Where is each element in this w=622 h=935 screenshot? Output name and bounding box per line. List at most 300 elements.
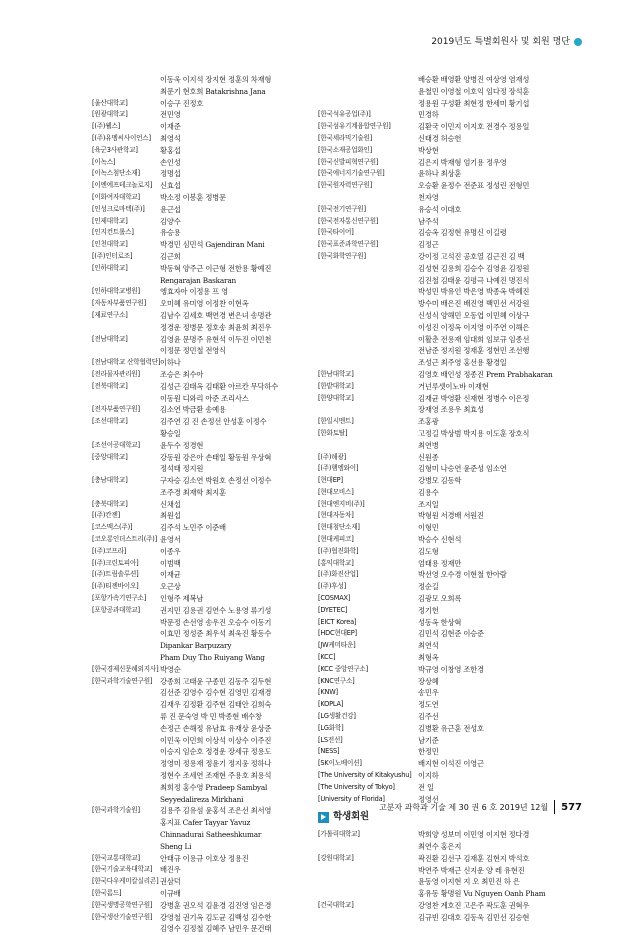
member-names-line: 이재준 — [160, 122, 181, 132]
member-entry — [92, 227, 320, 239]
member-names-line: 오미혜 유미영 이정찬 이현옥 — [160, 299, 249, 309]
member-names-line: 박규영 이창영 조한경 — [418, 664, 484, 674]
organization-name: [한국기술교육대학교] — [92, 865, 153, 874]
member-entry — [92, 876, 320, 888]
member-names-line: 구자승 김소연 박원호 손정선 이정수 — [160, 476, 272, 486]
member-names — [418, 664, 558, 676]
organization-name: [인제대학교] — [92, 216, 128, 225]
organization-name: [한양대학교] — [318, 393, 354, 402]
member-names — [160, 133, 320, 145]
member-names-line: 박경민 심민석 Gajendiran Mani — [160, 240, 265, 250]
member-entry — [318, 452, 558, 464]
member-names — [160, 357, 320, 369]
member-names-line: 윤근섭 — [160, 204, 181, 214]
member-names-line: 신채섭 — [160, 499, 181, 509]
member-names-line: 황홍섭 — [160, 145, 181, 155]
member-names-line: 배승환 배영환 양병진 여상영 염재성 — [418, 75, 530, 84]
organization-name: [한국원자력연구원] — [318, 181, 373, 190]
member-entry — [92, 298, 320, 310]
member-entry — [318, 664, 558, 676]
organization-name: [JW케미타운] — [318, 641, 356, 650]
member-names-line: 정기헌 — [418, 605, 439, 615]
member-entry — [318, 416, 558, 428]
member-entry — [92, 109, 320, 121]
member-names-line: 이재균 — [160, 570, 181, 580]
section-title: 학생회원 — [333, 811, 369, 823]
member-names-line: 이정문 정민철 전영식 — [160, 346, 226, 356]
member-entry — [92, 888, 320, 900]
organization-name: [자동차부품연구원] — [92, 299, 147, 308]
member-names — [160, 168, 320, 180]
member-names-line: 이형민 — [418, 523, 439, 533]
member-names-line: 최원섭 — [160, 511, 181, 521]
member-names-line: 김주선 — [418, 712, 439, 722]
member-entry — [318, 711, 558, 723]
organization-name: [이녹스] — [92, 157, 116, 166]
member-names — [160, 876, 320, 888]
member-names-line: 김근희 — [160, 251, 181, 261]
member-names-line: 유승용 — [160, 228, 181, 238]
organization-name: [한국과학기술연구원] — [92, 676, 153, 685]
member-names-line: 김민석 김현준 이승준 — [418, 629, 484, 639]
organization-name: [한일시멘트] — [318, 417, 354, 426]
member-names — [418, 121, 558, 133]
member-names — [160, 227, 320, 239]
organization-name: [한국세라믹기술원] — [318, 133, 373, 142]
member-entry — [92, 475, 320, 499]
member-names — [418, 758, 558, 770]
organization-name — [318, 74, 418, 109]
member-names-line: 김선준 김영수 김수현 김영민 김재경 — [160, 688, 272, 698]
member-names — [418, 227, 558, 239]
member-names-line: 장상혜 — [418, 676, 439, 686]
organization-name: [인천대학교] — [92, 240, 128, 249]
member-entry — [92, 74, 320, 98]
member-names — [418, 853, 558, 900]
section-arrow-icon — [318, 812, 329, 823]
member-names — [418, 534, 558, 546]
member-names — [418, 416, 558, 428]
organization-name: [한남대학교] — [318, 369, 354, 378]
right-column — [318, 74, 558, 924]
organization-name: [조선이공대학교] — [92, 440, 140, 449]
member-entry — [318, 510, 558, 522]
member-names-line: 김양수 — [160, 216, 181, 226]
member-names-line: 최희정 홍수영 Pradeep Sambyal — [160, 782, 268, 792]
member-names-line: 정영선 — [418, 794, 439, 804]
member-names-line: 안태규 이용규 이호상 정용진 — [160, 853, 249, 863]
member-names — [418, 168, 558, 180]
member-entry — [318, 121, 558, 133]
member-entry — [92, 676, 320, 806]
member-names-line: 김영호 배인성 정종진 Prem Prabhakaran — [418, 369, 553, 379]
organization-name: [한국석유공업(주)] — [318, 110, 371, 119]
member-entry — [92, 440, 320, 452]
member-names — [160, 805, 320, 852]
member-names-line: 엥효자아 이정용 프 영 — [160, 287, 228, 297]
member-names-line: 윤철민 이영철 이호익 임다정 장석훈 — [418, 86, 530, 96]
member-names — [418, 393, 558, 417]
member-names-line: 이하나 — [160, 358, 181, 368]
member-names-line: 송민우 — [418, 688, 439, 698]
member-entry — [92, 263, 320, 287]
member-names — [160, 157, 320, 169]
member-entry — [318, 735, 558, 747]
member-names-line: 김영윤 문명주 유현석 이두진 이민천 — [160, 334, 272, 344]
member-names-line: 김재균 박영환 신재현 정병수 이은정 — [418, 393, 530, 403]
member-names — [418, 133, 558, 145]
member-names-line: Sheng Li — [160, 841, 192, 851]
organization-name: [코오롱인더스트리(주)] — [92, 535, 158, 544]
organization-name: [포항가속기연구소] — [92, 594, 147, 603]
member-entry — [92, 534, 320, 546]
member-names — [418, 428, 558, 452]
organization-name: [이엔에프테크놀로지] — [92, 181, 153, 190]
organization-name: [재료연구소] — [92, 310, 128, 319]
organization-name: [육군3사관학교] — [92, 145, 138, 154]
member-names-line: 정석태 정지원 — [160, 464, 204, 474]
member-entry — [92, 864, 320, 876]
member-entry — [92, 569, 320, 581]
member-names-line: 김용수 — [418, 487, 439, 497]
member-names — [418, 109, 558, 121]
member-names-line: 전민영 — [160, 110, 181, 120]
member-names — [418, 770, 558, 782]
member-names — [418, 558, 558, 570]
member-names-line: 강이정 고석진 공호열 김근진 김 백 — [418, 251, 525, 261]
member-entry — [318, 593, 558, 605]
member-entry — [318, 251, 558, 369]
member-names — [418, 452, 558, 464]
organization-name: [현대자동차] — [318, 511, 354, 520]
member-entry — [318, 475, 558, 487]
member-entry — [92, 216, 320, 228]
member-names-line: 천자영 — [418, 192, 439, 202]
member-names-line: 윤동영 이지현 지 오 최민진 하 은 — [418, 877, 520, 887]
member-names-line: 강병훈 권오석 김윤경 김진영 임은경 — [160, 900, 272, 910]
organization-name: [가톨릭대학교] — [318, 830, 360, 839]
footer-divider — [554, 800, 555, 814]
member-names — [160, 888, 320, 900]
organization-name: [현대엔지비(주)] — [318, 499, 365, 508]
member-entry — [318, 227, 558, 239]
member-names-line: 윤두수 정경현 — [160, 440, 204, 450]
member-names — [418, 900, 558, 924]
member-names — [160, 534, 320, 546]
member-entry — [92, 98, 320, 110]
member-names — [418, 640, 558, 652]
member-entry — [318, 617, 558, 629]
member-names-line: 성동옥 한상혁 — [418, 617, 462, 627]
organization-name: [LS전선] — [318, 735, 343, 744]
member-names-line: 최영석 — [160, 133, 181, 143]
member-names — [418, 723, 558, 735]
member-names-line: 남기준 — [418, 735, 439, 745]
member-names-line: 권삼덕 — [160, 877, 181, 887]
member-entry — [318, 699, 558, 711]
member-names — [418, 522, 558, 534]
member-names — [160, 180, 320, 192]
member-names-line: 김성근 김태옥 김태환 아르칸 무닥하수 — [160, 381, 279, 391]
member-names — [160, 298, 320, 310]
member-names-line: 박성민 박유인 박은영 박종옥 박혜진 — [418, 287, 530, 297]
member-names — [160, 74, 320, 98]
member-entry — [92, 853, 320, 865]
member-entry — [92, 581, 320, 593]
member-names — [160, 864, 320, 876]
right-column-top — [318, 74, 558, 805]
member-entry — [318, 900, 558, 924]
organization-name: [COSMAX] — [318, 594, 351, 603]
member-names — [160, 558, 320, 570]
organization-name: [현대케피코] — [318, 535, 354, 544]
member-names — [418, 216, 558, 228]
member-names — [418, 711, 558, 723]
organization-name: [(주)웰스] — [92, 122, 120, 131]
organization-name: [The University of Tokyo] — [318, 782, 395, 791]
organization-name: [전남대학교] — [92, 334, 128, 343]
member-entry — [92, 452, 320, 476]
member-names-line: 조지일 — [418, 499, 439, 509]
member-names — [160, 440, 320, 452]
member-names-line: 전 일 — [418, 782, 434, 792]
member-names — [160, 204, 320, 216]
organization-name: [(주)화진산업] — [318, 570, 359, 579]
member-names — [160, 676, 320, 806]
member-names-line: 정순길 — [418, 582, 439, 592]
member-names-line: 박희양 성보미 이민영 이지현 정다경 — [418, 830, 530, 840]
member-entry — [318, 463, 558, 475]
member-entry — [92, 334, 320, 358]
organization-name: [EICT Korea] — [318, 617, 357, 626]
organization-name: [강원대학교] — [318, 853, 354, 862]
member-names-line: Pham Duy Tho Ruiyang Wang — [160, 653, 265, 663]
header-title: 2019년도 특별회원사 및 회원 명단 — [431, 37, 570, 47]
member-names-line: 한정민 — [418, 747, 439, 757]
organization-name: [한국전자통신연구원] — [318, 216, 379, 225]
member-names — [418, 145, 558, 157]
organization-name: [한국교통대학교] — [92, 853, 140, 862]
member-names-line: 김영수 김정철 김혜주 남민우 문건태 — [160, 924, 272, 934]
member-entry — [318, 569, 558, 581]
member-names-line: 홍유동 황명원 Vu Nguyen Oanh Pham — [418, 889, 546, 899]
member-names-line: 박선영 오수경 이현철 한아람 — [418, 570, 507, 580]
member-names — [160, 581, 320, 593]
member-names-line: 김주연 김 진 손정선 안성훈 이정수 — [160, 417, 267, 427]
member-entry — [92, 805, 320, 852]
organization-name: [KNW] — [318, 688, 338, 697]
organization-name: [코스맥스(주)] — [92, 523, 133, 532]
organization-name: [(주)햄엠와이] — [318, 464, 359, 473]
member-entry — [318, 216, 558, 228]
member-entry — [318, 133, 558, 145]
member-names-line: 강영철 권기옥 김도균 김백성 김수한 — [160, 912, 272, 922]
member-names-line: 장재영 조용우 최효성 — [418, 405, 484, 415]
member-names-line: 민경하 — [418, 110, 439, 120]
member-names-line: 김소연 박금환 송예용 — [160, 405, 226, 415]
member-names-line: 이규배 — [160, 888, 181, 898]
member-names-line: 이효민 정성준 최우석 최욱진 황동수 — [160, 629, 272, 639]
member-names-line: 조주경 최재학 최지훈 — [160, 487, 226, 497]
member-names-line: 신효섭 — [160, 181, 181, 191]
organization-name: [전자부품연구원] — [92, 405, 140, 414]
member-names-line: 김환국 이민지 이지호 전경수 정용일 — [418, 122, 530, 132]
member-names — [418, 687, 558, 699]
member-entry — [318, 581, 558, 593]
member-entry — [318, 652, 558, 664]
member-names — [418, 369, 558, 381]
member-names — [418, 735, 558, 747]
member-names-line: Seyyedalireza Mirkhani — [160, 794, 244, 804]
member-names-line: 김도형 — [418, 546, 439, 556]
member-names-line: 류 진 문숙영 박 민 박종현 배수창 — [160, 712, 262, 722]
member-entry — [318, 109, 558, 121]
organization-name: [이화여자대학교] — [92, 192, 140, 201]
member-names-line: 강동원 강은아 손태일 황동원 우상혁 — [160, 452, 272, 462]
member-entry — [318, 499, 558, 511]
member-names-line: 박동혁 양주근 이근형 전한용 황예진 — [160, 263, 272, 273]
member-names-line: 이동욱 이지석 장지현 정훈의 차재형 — [160, 75, 272, 84]
member-names — [418, 463, 558, 475]
member-names — [160, 912, 320, 935]
member-names — [160, 404, 320, 416]
member-names — [418, 487, 558, 499]
member-names-line: 김은지 박재형 엄기용 정우영 — [418, 157, 507, 167]
member-entry — [92, 121, 320, 133]
member-names — [160, 475, 320, 499]
member-names-line: 황승일 — [160, 428, 181, 438]
member-names-line: 신성식 양해민 오동엽 이민혜 이상구 — [418, 310, 530, 320]
member-names-line: 권지민 김용권 김연수 노용영 류기성 — [160, 605, 272, 615]
member-entry — [92, 369, 320, 381]
organization-name: [한국타이어] — [318, 228, 354, 237]
organization-name: [The University of Kitakyushu] — [318, 771, 412, 780]
member-names-line: 박형원 서경배 서원진 — [418, 511, 484, 521]
member-names — [160, 263, 320, 287]
organization-name: [DYETEC] — [318, 605, 348, 614]
member-names-line: 김규빈 김대호 김동욱 김민선 김승현 — [418, 912, 530, 922]
organization-name: [한국표준과학연구원] — [318, 240, 379, 249]
member-names-line: 박연주 박재근 신지운 양 레 유현진 — [418, 865, 525, 875]
member-names — [160, 145, 320, 157]
page-footer — [379, 800, 582, 814]
organization-name: [인하대학교] — [92, 263, 128, 272]
right-column-bottom — [318, 829, 558, 923]
member-entry — [318, 628, 558, 640]
member-names-line: 김성현 김용희 김승수 김영윤 김정원 — [418, 263, 530, 273]
member-names-line: 최형옥 — [418, 653, 439, 663]
member-entry — [92, 251, 320, 263]
member-names-line: 김남수 김세호 백연경 변은녀 송명관 — [160, 310, 272, 320]
organization-name: [한국롬드] — [92, 888, 122, 897]
organization-name: [(주)코프라] — [92, 546, 127, 555]
member-names — [160, 251, 320, 263]
member-entry — [92, 404, 320, 416]
organization-name: [(주)유멤씨사이언스] — [92, 133, 151, 142]
organization-name: [한국경제신문해외지사] — [92, 664, 159, 673]
member-entry — [318, 853, 558, 900]
member-entry — [92, 605, 320, 664]
member-names-line: 전남준 정지원 정재훈 정현민 조선행 — [418, 346, 530, 356]
member-entry — [92, 192, 320, 204]
organization-name: [전라물자관리원] — [92, 369, 140, 378]
organization-name: [NESS] — [318, 747, 340, 756]
member-names-line: 정영미 정용재 정윤기 정지웅 정하나 — [160, 759, 272, 769]
member-names-line: 신원종 — [418, 452, 439, 462]
member-names-line: Chinnadurai Satheeshkumar — [160, 830, 262, 839]
member-entry — [92, 593, 320, 605]
page-header — [431, 34, 582, 47]
member-entry — [92, 286, 320, 298]
member-names-line: 이지하 — [418, 771, 439, 781]
organization-name: [KCC] — [318, 653, 336, 662]
member-names-line: 김병환 유근훈 전성호 — [418, 723, 484, 733]
member-entry — [92, 357, 320, 369]
member-entry — [92, 133, 320, 145]
member-names-line: 이민욱 이민희 이상석 이상수 이주진 — [160, 735, 272, 745]
member-names-line: 남주석 — [418, 216, 439, 226]
organization-name: [한국과학기술원] — [92, 806, 140, 815]
organization-name: [전남대학교 산학협력단] — [92, 358, 161, 367]
member-entry — [92, 510, 320, 522]
member-entry — [318, 74, 558, 109]
member-names — [418, 510, 558, 522]
member-names — [160, 369, 320, 381]
member-names-line: 김진철 김태윤 김평극 나예진 명진식 — [418, 275, 530, 285]
member-names-line: 이범백 — [160, 558, 181, 568]
member-names — [160, 286, 320, 298]
member-names-line: 이승구 진정호 — [160, 98, 204, 108]
member-entry — [92, 522, 320, 534]
member-names — [160, 452, 320, 476]
member-names — [418, 746, 558, 758]
member-names — [418, 581, 558, 593]
member-names — [418, 652, 558, 664]
member-entry — [318, 239, 558, 251]
member-names-line: 윤영서 — [160, 535, 181, 545]
member-entry — [318, 393, 558, 417]
member-names — [418, 546, 558, 558]
member-entry — [92, 416, 320, 440]
member-names-line: 김광모 오희록 — [418, 594, 462, 604]
member-entry — [92, 145, 320, 157]
member-entry — [318, 782, 558, 794]
member-names-line: 홍지표 Cafer Tayyar Yavuz — [160, 818, 251, 828]
member-names-line: 정현수 조세연 조재현 주용호 최용석 — [160, 771, 272, 781]
member-names — [418, 628, 558, 640]
organization-name — [92, 74, 160, 98]
member-names — [160, 664, 320, 676]
member-names — [418, 239, 558, 251]
member-names — [160, 416, 320, 440]
member-names — [160, 853, 320, 865]
member-entry — [318, 723, 558, 735]
member-names-line: 정경운 정병문 정호송 최윤희 최진우 — [160, 322, 272, 332]
member-names — [160, 334, 320, 358]
member-names — [160, 510, 320, 522]
member-names-line: 김용주 김유섬 윤홍석 조은선 최서영 — [160, 806, 272, 816]
member-names-line: 배진우 — [160, 865, 181, 875]
member-names-line: 이승지 임순호 정경운 장세규 정용도 — [160, 747, 272, 757]
organization-name: [한국다우케미칼실리콘] — [92, 877, 159, 886]
member-names-line: 박소정 이봉훈 정병문 — [160, 192, 226, 202]
organization-name: [HDC현대EP] — [318, 629, 357, 638]
member-entry — [92, 900, 320, 912]
member-names-line: 방수미 배은진 배진영 백민선 서강원 — [418, 299, 530, 309]
organization-name: [한국생산기술연구원] — [92, 912, 153, 921]
member-names-line: 강병모 김동학 — [418, 476, 462, 486]
organization-name: [(주)협진화학] — [318, 546, 359, 555]
